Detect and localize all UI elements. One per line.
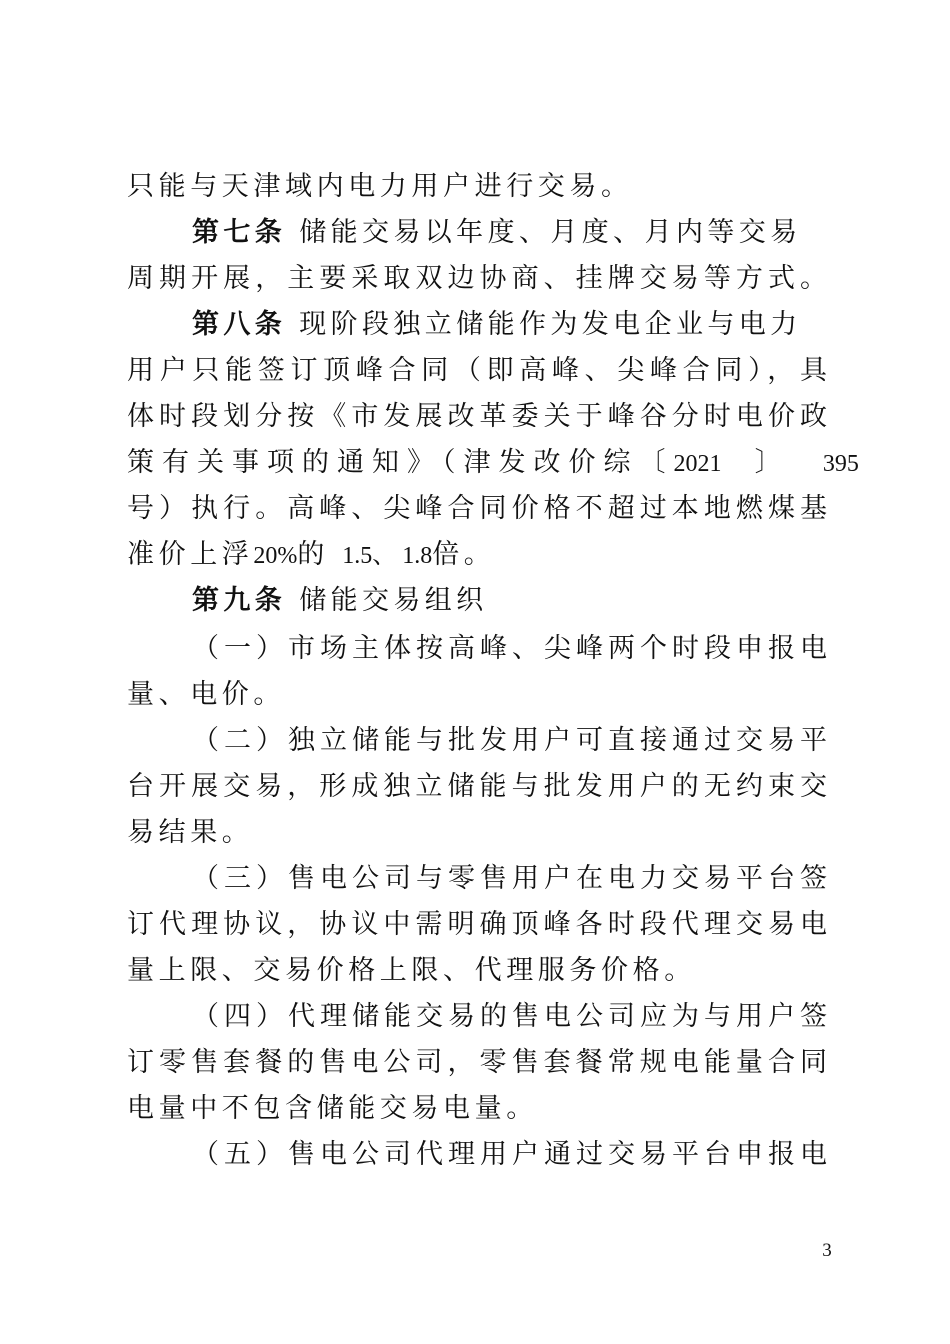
text-run: （五）售电公司代理用户通过交易平台申报电: [192, 1139, 827, 1170]
document-number: 395: [822, 451, 859, 477]
text-line: [127, 764, 827, 810]
text-run: 体时段划分按《市发展改革委关于峰谷分时电价政: [127, 401, 827, 432]
text-run: 现阶段独立储能作为发电企业与电力: [299, 309, 802, 340]
article-9: [192, 578, 827, 624]
text-line: [127, 1040, 827, 1086]
text-run: 〕: [754, 447, 790, 478]
text-line: [127, 348, 827, 394]
text-run: 用户只能签订顶峰合同（即高峰、尖峰合同），具: [127, 355, 827, 386]
article-heading: 第八条: [192, 309, 287, 340]
text-line: [127, 1086, 827, 1132]
text-line: [192, 626, 827, 672]
text-line: [127, 810, 827, 856]
text-run: （四）代理储能交易的售电公司应为与用户签: [192, 1001, 827, 1032]
text-run: 储能交易以年度、月度、月内等交易: [299, 217, 802, 248]
text-run: 周期开展，主要采取双边协商、挂牌交易等方式。: [127, 263, 827, 294]
text-line: [192, 718, 827, 764]
text-run: 易结果。: [127, 817, 254, 848]
text-line: [127, 902, 827, 948]
text-run: 订零售套餐的售电公司，零售套餐常规电能量合同: [127, 1047, 827, 1078]
article-8: [192, 302, 827, 348]
text-line: [127, 394, 827, 440]
text-run: （一）市场主体按高峰、尖峰两个时段申报电: [192, 633, 827, 664]
text-run: （二）独立储能与批发用户可直接通过交易平: [192, 725, 827, 756]
multiplier-values: 1.5、 1.8: [342, 543, 433, 569]
article-7: [192, 210, 827, 256]
text-run: （三）售电公司与零售用户在电力交易平台签: [192, 863, 827, 894]
text-line: [127, 440, 859, 486]
text-line: [192, 994, 827, 1040]
text-run: 倍。: [432, 539, 496, 570]
text-run: 订代理协议，协议中需明确顶峰各时段代理交易电: [127, 909, 827, 940]
text-line: [127, 948, 827, 994]
text-line: [127, 672, 827, 718]
text-line: [127, 256, 827, 302]
article-heading: 第七条: [192, 217, 287, 248]
text-run: 台开展交易，形成独立储能与批发用户的无约束交: [127, 771, 827, 802]
page-number: 3: [822, 1240, 832, 1261]
text-run: 准价上浮: [127, 539, 254, 570]
text-line: [127, 486, 827, 532]
text-run: 只能与天津域内电力用户进行交易。: [127, 171, 633, 202]
text-run: 号）执行。高峰、尖峰合同价格不超过本地燃煤基: [127, 493, 827, 524]
text-line: [127, 164, 827, 210]
text-run: 的: [297, 539, 330, 570]
text-run: 电量中不包含储能交易电量。: [127, 1093, 538, 1124]
text-run: 策有关事项的通知》（津发改价综〔: [127, 447, 674, 478]
text-line: [192, 1132, 827, 1178]
article-heading: 第九条: [192, 585, 287, 616]
text-run: 储能交易组织: [299, 585, 488, 616]
text-line: [127, 532, 827, 578]
text-run: 量上限、交易价格上限、代理服务价格。: [127, 955, 696, 986]
text-line: [192, 856, 827, 902]
text-run: 量、电价。: [127, 679, 285, 710]
year-number: 2021: [673, 451, 722, 477]
percent-value: 20%: [253, 543, 298, 569]
